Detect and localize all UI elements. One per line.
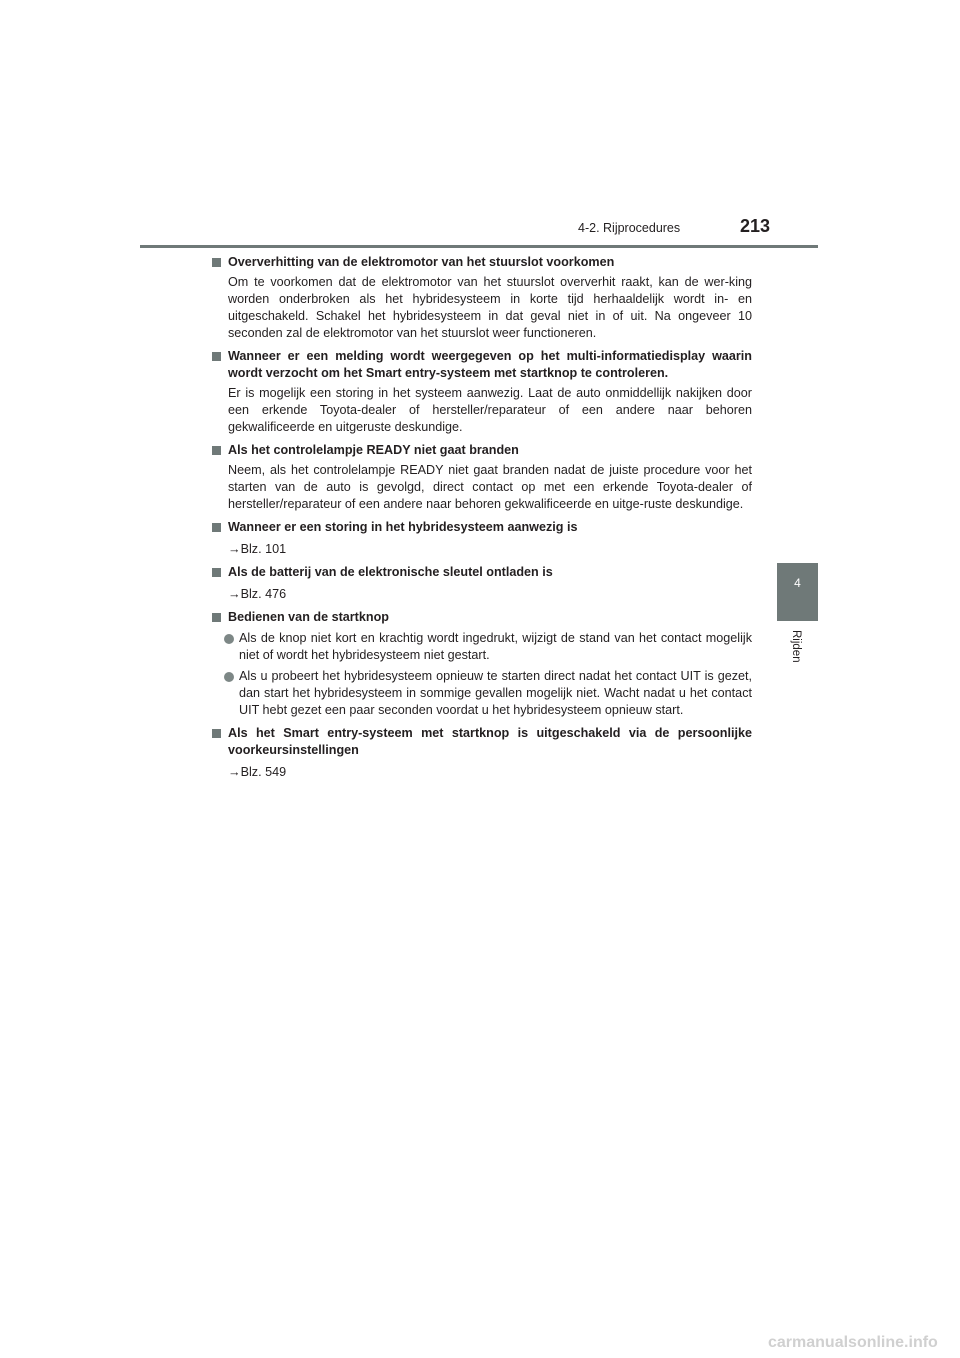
- square-bullet-icon: [212, 523, 221, 532]
- list-item-text: Als de knop niet kort en krachtig wordt ingedrukt, wijzigt de stand van het contact mogelijk niet of wordt het hybridesysteem niet gestart.: [239, 631, 752, 662]
- page-number: 213: [740, 216, 771, 236]
- section-ready-lamp: [212, 442, 752, 513]
- circle-bullet-icon: [224, 634, 234, 644]
- section-hybrid-malfunction: [212, 519, 752, 558]
- section-start-button: [212, 609, 752, 719]
- header-divider: [140, 245, 818, 248]
- section-heading: [212, 519, 752, 536]
- page-reference: →Blz. 101: [228, 542, 287, 556]
- section-body: Om te voorkomen dat de elektromotor van het stuurslot oververhit raakt, kan de wer-king worden onderbroken als het hybridesysteem in korte tijd herhaaldelijk wordt in- en uitgeschakeld. Schakel het hybridesysteem in dat geval niet in of uit. Na ongeveer 10 seconden zal de elektromotor van het stuurslot weer functioneren.: [228, 275, 752, 340]
- square-bullet-icon: [212, 729, 221, 738]
- list-item: [212, 630, 752, 664]
- square-bullet-icon: [212, 568, 221, 577]
- square-bullet-icon: [212, 446, 221, 455]
- section-heading: [212, 609, 752, 626]
- square-bullet-icon: [212, 258, 221, 267]
- section-heading: [212, 442, 752, 459]
- section-smart-entry-disabled: [212, 725, 752, 781]
- list-item: [212, 668, 752, 719]
- page-reference: →Blz. 549: [228, 765, 287, 779]
- section-display-message: [212, 348, 752, 436]
- heading-text: Wanneer er een storing in het hybridesysteem aanwezig is: [228, 520, 578, 534]
- section-header: 4-2. Rijprocedures: [578, 221, 681, 235]
- list-item-text: Als u probeert het hybridesysteem opnieuw te starten direct nadat het contact UIT is gezet, dan start het hybridesysteem in sommige gevallen mogelijk niet. Wacht nadat u het contact UIT hebt gezet een paar seconden voordat u het hybridesysteem opnieuw start.: [239, 669, 752, 717]
- heading-text: Als het Smart entry-systeem met startknop is uitgeschakeld via de persoonlijke voorkeursinstellingen: [228, 726, 752, 757]
- section-heading: [212, 564, 752, 581]
- section-body: Er is mogelijk een storing in het systeem aanwezig. Laat de auto onmiddellijk nakijken door een erkende Toyota-dealer of hersteller/reparateur of een andere naar behoren gekwalificeerde en uitgeruste deskundige.: [228, 386, 752, 434]
- section-heading: [212, 254, 752, 271]
- heading-text: Bedienen van de startknop: [228, 610, 389, 624]
- watermark: carmanualsonline.info: [768, 1334, 938, 1351]
- square-bullet-icon: [212, 352, 221, 361]
- section-heading: [212, 348, 752, 382]
- heading-text: Als het controlelampje READY niet gaat branden: [228, 443, 519, 457]
- circle-bullet-icon: [224, 672, 234, 682]
- chapter-tab: 4: [777, 563, 818, 621]
- chapter-label: Rijden: [790, 630, 802, 663]
- main-content: [212, 254, 752, 787]
- heading-text: Als de batterij van de elektronische sleutel ontladen is: [228, 565, 553, 579]
- heading-text: Wanneer er een melding wordt weergegeven op het multi-informatiedisplay waarin wordt verzocht om het Smart entry-systeem met startknop te controleren.: [228, 349, 752, 380]
- section-heading: [212, 725, 752, 759]
- section-body: Neem, als het controlelampje READY niet gaat branden nadat de juiste procedure voor het starten van de auto is gevolgd, direct contact op met een erkende Toyota-dealer of hersteller/reparateur of een andere naar behoren gekwalificeerde en uitge-ruste deskundige.: [228, 463, 752, 511]
- section-key-battery: [212, 564, 752, 603]
- heading-text: Oververhitting van de elektromotor van het stuurslot voorkomen: [228, 255, 615, 269]
- page-reference: →Blz. 476: [228, 587, 287, 601]
- section-steering-lock-overheat: [212, 254, 752, 342]
- square-bullet-icon: [212, 613, 221, 622]
